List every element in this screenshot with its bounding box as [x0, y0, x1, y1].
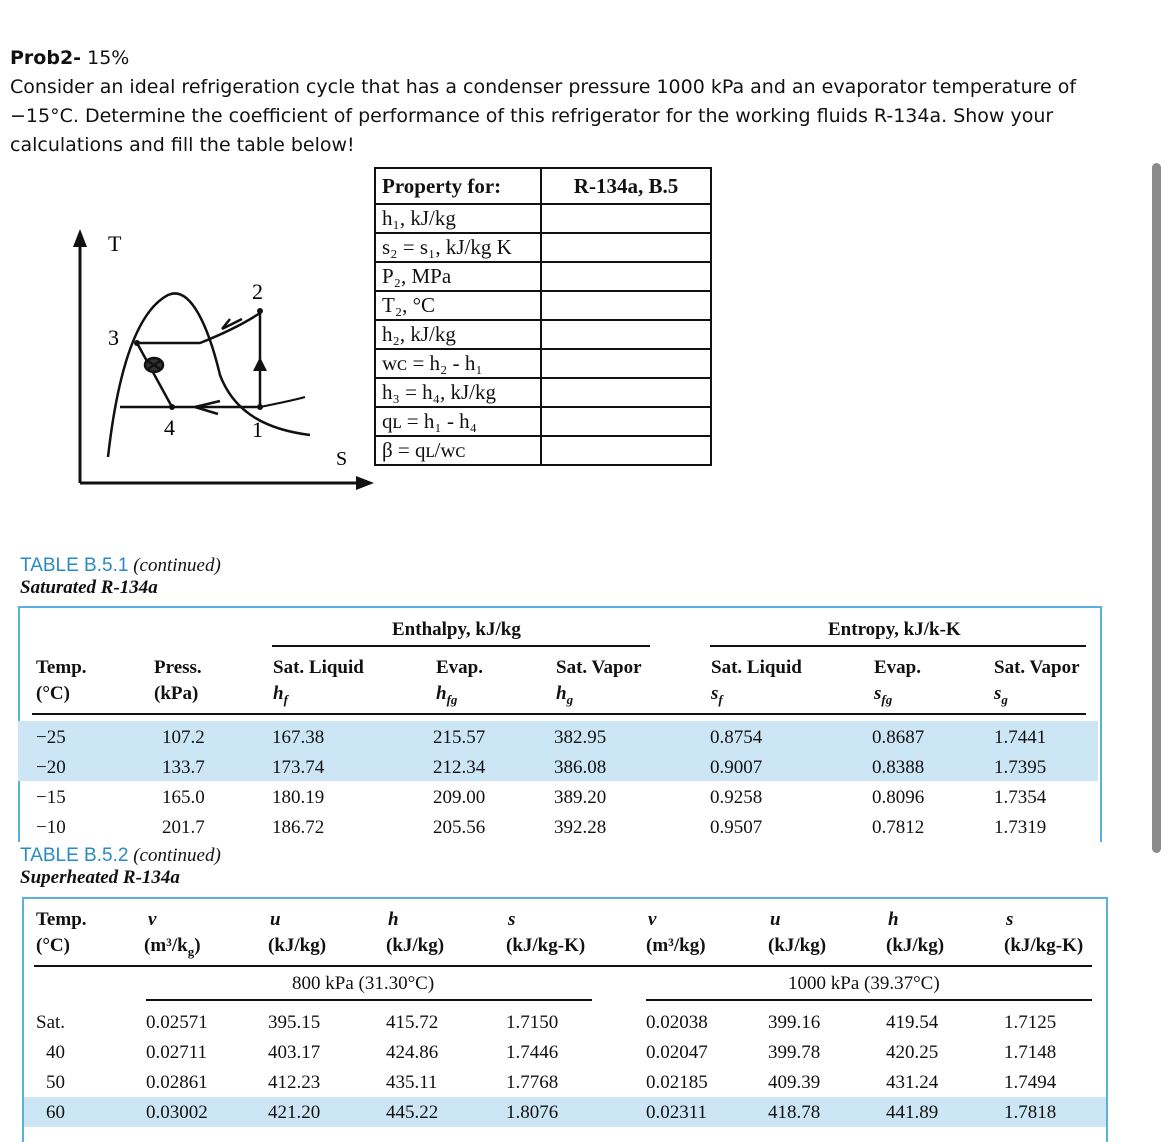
s-axis-label: S [336, 448, 348, 470]
table1-group-entropy: Entropy, kJ/k-K [828, 619, 961, 640]
table1-col-hfg-sym [436, 683, 457, 708]
table2-col-u2: u [770, 909, 781, 930]
table1-col-hf: Sat. Liquid [273, 657, 364, 678]
property-row-label: qʟ = h₁ - h₄ [375, 407, 541, 436]
table2-cell: 0.02185 [646, 1072, 708, 1093]
table1-col-hg: Sat. Vapor [556, 657, 642, 678]
property-row-label: T₂, °C [375, 291, 541, 320]
table2-col-u-unit: (kJ/kg) [268, 935, 327, 956]
table2-cell: 1.7150 [506, 1012, 559, 1033]
table2-header-rule [34, 965, 1092, 967]
table2-cell: 1.7148 [1004, 1042, 1057, 1063]
table2-cell: 1.7494 [1004, 1072, 1057, 1093]
table2-cell: 420.25 [886, 1042, 939, 1063]
property-row-value[interactable] [541, 349, 711, 378]
table2-cell: 441.89 [886, 1102, 939, 1123]
table1-cell: 173.74 [272, 757, 325, 778]
table2-cell: 0.02861 [146, 1072, 208, 1093]
s-axis-arrow [356, 476, 374, 490]
table2-cell: 412.23 [268, 1072, 321, 1093]
point-4-label: 4 [164, 415, 175, 440]
table2-col-s2-unit: (kJ/kg-K) [1004, 935, 1084, 956]
table1-header-rule [32, 713, 1086, 715]
table1-col-hfg-sym-sub: fg [446, 691, 458, 707]
table1-col-sg-sym-sub: g [1001, 691, 1008, 707]
table1-cell: 392.28 [554, 817, 607, 838]
table1-col-hg-sym-main: h [556, 683, 567, 704]
table2-cell: 431.24 [886, 1072, 939, 1093]
table2-cell: 0.02571 [146, 1012, 208, 1033]
table1-col-sf-sym-sub: f [718, 691, 723, 707]
table2-col-v: v [148, 909, 157, 930]
property-table [374, 167, 712, 466]
table1-caption-cont: (continued) [128, 555, 221, 576]
table2-cell: 1.7768 [506, 1072, 559, 1093]
table2-cell: 399.78 [768, 1042, 821, 1063]
table1-cell: 201.7 [162, 817, 205, 838]
table1-cell: 1.7395 [994, 757, 1047, 778]
table1-cell: 167.38 [272, 727, 325, 748]
table1-col-press: Press. [154, 657, 202, 678]
table2-col-v2: v [648, 909, 657, 930]
table2-col-s-unit: (kJ/kg-K) [506, 935, 586, 956]
table1-cell: 389.20 [554, 787, 607, 808]
table2-cell: Sat. [36, 1012, 66, 1033]
table1-cell: 1.7319 [994, 817, 1047, 838]
table2-cell: 0.02311 [646, 1102, 708, 1123]
point-3-dot [134, 340, 140, 346]
table2-col-s: s [508, 909, 516, 930]
property-row-value[interactable] [541, 262, 711, 291]
table2-caption [20, 845, 221, 889]
table1-cell: 133.7 [162, 757, 205, 778]
point-1-dot [257, 404, 263, 410]
table1-cell: −10 [36, 817, 66, 838]
t-axis-label: T [108, 231, 122, 256]
table2-cell: 421.20 [268, 1102, 321, 1123]
table2-cell: 419.54 [886, 1012, 939, 1033]
t-axis-arrow [73, 229, 87, 247]
table2-cell: 415.72 [386, 1012, 439, 1033]
table2-cell: 40 [46, 1042, 65, 1063]
condenser-line [135, 313, 260, 343]
table1-cell: 386.08 [554, 757, 607, 778]
table1-group-enthalpy: Enthalpy, kJ/kg [392, 619, 521, 640]
table1-col-sfg-sym [874, 683, 892, 708]
table2-cell: 399.16 [768, 1012, 821, 1033]
table2-col-h2: h [888, 909, 899, 930]
table1-caption [20, 555, 221, 599]
table1-col-sf-sym [711, 683, 723, 708]
table2-group-left-rule [146, 999, 592, 1001]
table2-caption-cont: (continued) [128, 845, 221, 866]
table1-cell: 0.8687 [872, 727, 925, 748]
table1-cell: 0.7812 [872, 817, 925, 838]
table2-cell: 435.11 [386, 1072, 438, 1093]
table1-cell: 382.95 [554, 727, 607, 748]
table2-cell: 0.02038 [646, 1012, 708, 1033]
table2-col-v-unit-end: ) [194, 935, 201, 956]
table1-col-hf-sym [273, 683, 288, 708]
table1-cell: 1.7354 [994, 787, 1047, 808]
property-row-label: s₂ = s₁, kJ/kg K [375, 233, 541, 262]
property-row-value[interactable] [541, 233, 711, 262]
property-row-label: β = qʟ/wᴄ [375, 436, 541, 465]
table1-col-hg-sym [556, 683, 573, 708]
point-3-label: 3 [108, 325, 119, 350]
property-row-label: h₁, kJ/kg [375, 204, 541, 233]
table1-cell: 1.7441 [994, 727, 1047, 748]
table1-col-sfg-sym-sub: fg [881, 691, 893, 707]
table2-cell: 60 [46, 1102, 65, 1123]
table1-col-hf-sym-main: h [273, 683, 284, 704]
table2-group-right: 1000 kPa (39.37°C) [788, 973, 940, 994]
table2-col-s2: s [1006, 909, 1014, 930]
property-header-fluid: R-134a, B.5 [541, 168, 711, 204]
property-row-label: wᴄ = h₂ - h₁ [375, 349, 541, 378]
problem-text: Consider an ideal refrigeration cycle that has a condenser pressure 1000 kPa and an evaporator temperature of −15°C. Determine the coefficient of performance of this refrigerator for the working fluids R-134a. Show your calculations and fill the table below! [10, 76, 1077, 156]
table2-col-v-unit [144, 935, 201, 960]
table1-cell: −25 [36, 727, 66, 748]
problem-statement [10, 44, 1150, 160]
table2-col-temp-unit: (°C) [36, 935, 70, 956]
table2-col-h2-unit: (kJ/kg) [886, 935, 945, 956]
table1-col-hg-sym-sub: g [566, 691, 574, 707]
expansion-valve-icon [145, 358, 163, 372]
table1-cell: 186.72 [272, 817, 325, 838]
throttle-line [137, 343, 172, 407]
table1-col-sfg-sym-main: s [874, 683, 882, 704]
table2-cell: 50 [46, 1072, 65, 1093]
vertical-scrollbar[interactable] [1152, 163, 1161, 853]
table1-enthalpy-rule [272, 645, 650, 647]
table2-cell: 0.02047 [646, 1042, 708, 1063]
table2-caption-id: TABLE B.5.2 [20, 845, 129, 866]
property-header-label: Property for: [375, 168, 541, 204]
property-row-label: h₂, kJ/kg [375, 320, 541, 349]
table2-col-v-unit-sub: g [187, 943, 195, 959]
table2-cell: 403.17 [268, 1042, 321, 1063]
property-row-value[interactable] [541, 378, 711, 407]
table2-cell: 418.78 [768, 1102, 821, 1123]
ts-diagram [60, 225, 380, 495]
isobar-low [260, 397, 305, 407]
table2-col-u: u [270, 909, 281, 930]
table2-cell: 1.7818 [1004, 1102, 1057, 1123]
table1-cell: 212.34 [433, 757, 486, 778]
table1-cell: 0.8754 [710, 727, 763, 748]
table2-col-h: h [388, 909, 399, 930]
table2-cell: 445.22 [386, 1102, 439, 1123]
property-row-value[interactable] [541, 291, 711, 320]
property-row-value[interactable] [541, 407, 711, 436]
table1-cell: 0.9258 [710, 787, 763, 808]
table1-cell: 205.56 [433, 817, 486, 838]
table2-group-left: 800 kPa (31.30°C) [292, 973, 435, 994]
saturation-dome [108, 293, 310, 457]
table2-col-temp: Temp. [36, 909, 87, 930]
table2-group-right-rule [646, 999, 1092, 1001]
table1-cell: −20 [36, 757, 66, 778]
table2-cell: 1.7125 [1004, 1012, 1057, 1033]
table1-col-hfg: Evap. [436, 657, 483, 678]
table1-cell: 209.00 [433, 787, 486, 808]
table1-col-temp-unit: (°C) [36, 683, 70, 704]
table1-col-temp: Temp. [36, 657, 87, 678]
table1-col-hfg-sym-main: h [436, 683, 447, 704]
table1-cell: 0.8388 [872, 757, 925, 778]
table1-cell: 0.9507 [710, 817, 763, 838]
table1-col-sf-sym-main: s [711, 683, 719, 704]
table1-cell: 107.2 [162, 727, 205, 748]
table2-col-h-unit: (kJ/kg) [386, 935, 445, 956]
table2-cell: 0.03002 [146, 1102, 208, 1123]
table2-col-u2-unit: (kJ/kg) [768, 935, 827, 956]
table1-col-press-unit: (kPa) [154, 683, 199, 704]
property-row-label: h₃ = h₄, kJ/kg [375, 378, 541, 407]
table1-col-sg-sym-main: s [994, 683, 1002, 704]
table1-cell: 180.19 [272, 787, 325, 808]
point-4-dot [169, 404, 175, 410]
table2-cell: 424.86 [386, 1042, 439, 1063]
table2-col-v-unit-main: (m³/k [144, 935, 188, 956]
table1-col-sg: Sat. Vapor [994, 657, 1080, 678]
table2-col-v2-unit: (m³/kg) [646, 935, 706, 956]
problem-title [10, 44, 1150, 73]
table1-cell: 165.0 [162, 787, 205, 808]
table2-cell: 0.02711 [146, 1042, 208, 1063]
table2-cell: 1.7446 [506, 1042, 559, 1063]
point-1-label: 1 [252, 417, 263, 442]
table2-caption-name: Superheated R-134a [20, 867, 180, 888]
table1-caption-id: TABLE B.5.1 [20, 555, 129, 576]
table2-cell: 409.39 [768, 1072, 821, 1093]
point-2-label: 2 [252, 279, 263, 304]
table2-cell: 395.15 [268, 1012, 321, 1033]
table1-col-hf-sym-sub: f [283, 691, 288, 707]
problem-weight: 15% [81, 47, 130, 69]
table1-cell: 0.8096 [872, 787, 925, 808]
problem-title-text: Prob2- [10, 47, 82, 69]
compression-arrow [253, 357, 267, 371]
table1-col-sg-sym [994, 683, 1008, 708]
table1-col-sf: Sat. Liquid [711, 657, 802, 678]
table1-cell: 215.57 [433, 727, 486, 748]
table1-col-sfg: Evap. [874, 657, 921, 678]
property-row-label: P₂, MPa [375, 262, 541, 291]
point-2-dot [257, 308, 263, 314]
property-row-value[interactable] [541, 436, 711, 465]
table2-cell: 1.8076 [506, 1102, 559, 1123]
property-row-value[interactable] [541, 320, 711, 349]
table1-cell: 0.9007 [710, 757, 763, 778]
table1-caption-name: Saturated R-134a [20, 577, 158, 598]
table1-cell: −15 [36, 787, 66, 808]
table1-entropy-rule [710, 645, 1086, 647]
property-row-value[interactable] [541, 204, 711, 233]
